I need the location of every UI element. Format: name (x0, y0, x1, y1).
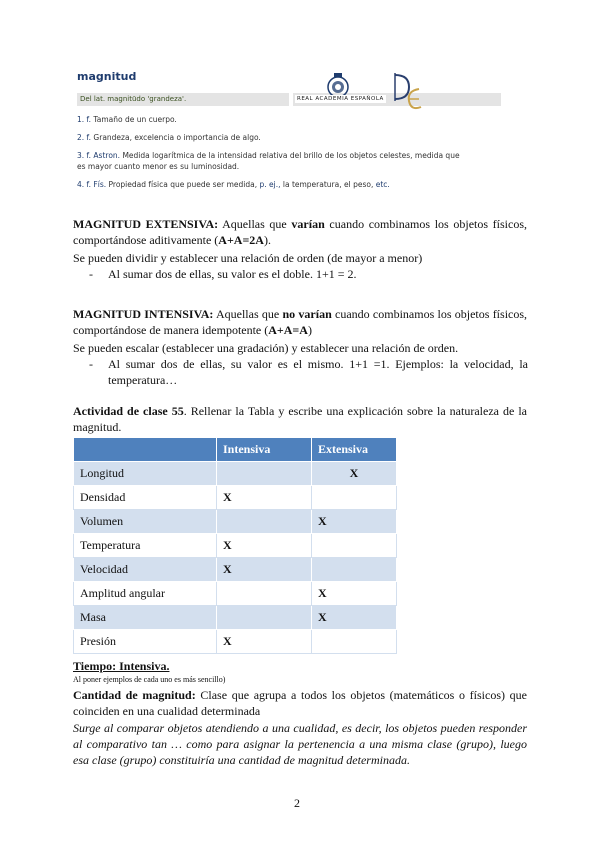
magnitude-table (73, 437, 397, 654)
intensiva-cell: X (217, 558, 312, 582)
bullet-dash: - (89, 357, 93, 371)
extensiva-order-text: Se pueden dividir y establecer una relación de orden (de mayor a menor) (73, 251, 423, 265)
extensiva-cell (312, 630, 397, 654)
definition-4: 4. f. Fís. Propiedad física que puede ser medida, p. ej., la temperatura, el peso, etc. (77, 180, 390, 189)
table-row (74, 606, 397, 630)
rae-logo-icon (389, 71, 425, 113)
bullet-dash: - (89, 267, 93, 281)
actividad-paragraph: Actividad de clase 55. Rellenar la Tabla y escribe una explicación sobre la naturaleza de la magnitud. (73, 404, 527, 434)
intensiva-cell: X (217, 534, 312, 558)
row-name: Amplitud angular (74, 582, 217, 606)
table-header-row (74, 438, 397, 462)
dictionary-headword: magnitud (77, 70, 137, 83)
definition-1: 1. f. Tamaño de un cuerpo. (77, 115, 177, 124)
row-name: Masa (74, 606, 217, 630)
extensiva-cell: X (312, 606, 397, 630)
table-row (74, 534, 397, 558)
definition-3-continued: es mayor cuanto menor es su luminosidad. (77, 162, 240, 171)
cantidad-paragraph: Cantidad de magnitud: Clase que agrupa a todos los objetos (matemáticos o físicos) que coinciden en una cualidad determinada (73, 688, 527, 718)
table-row (74, 558, 397, 582)
intensiva-cell: X (217, 486, 312, 510)
table-header-intensiva: Intensiva (217, 438, 312, 462)
definition-2: 2. f. Grandeza, excelencia o importancia de algo. (77, 133, 261, 142)
row-name: Presión (74, 630, 217, 654)
row-name: Longitud (74, 462, 217, 486)
row-name: Temperatura (74, 534, 217, 558)
intensiva-bullet: Al sumar dos de ellas, su valor es el mismo. 1+1 =1. Ejemplos: la velocidad, la temperatura… (108, 357, 528, 387)
table-header-empty (74, 438, 217, 462)
dictionary-clipping (73, 66, 503, 196)
intensiva-cell (217, 462, 312, 486)
intensiva-cell (217, 606, 312, 630)
row-name: Volumen (74, 510, 217, 534)
intensiva-cell (217, 510, 312, 534)
extensiva-cell (312, 558, 397, 582)
small-note: Al poner ejemplos de cada uno es más sencillo) (73, 675, 226, 684)
intensiva-cell (217, 582, 312, 606)
intensiva-cell: X (217, 630, 312, 654)
cantidad-italic-paragraph: Surge al comparar objetos atendiendo a una cualidad, es decir, los objetos pueden responder al comparativo tan … como para asignar la pertenencia a una misma clase (grupo), luego esa clase (grupo) constituiría una cantidad de magnitud determinada. (73, 721, 527, 767)
row-name: Densidad (74, 486, 217, 510)
table-row (74, 582, 397, 606)
dictionary-etymology: Del lat. magnitūdo 'grandeza'. (77, 93, 289, 106)
row-name: Velocidad (74, 558, 217, 582)
extensiva-cell (312, 486, 397, 510)
extensiva-cell: X (312, 582, 397, 606)
tiempo-line: Tiempo: Intensiva. (73, 659, 170, 673)
extensiva-cell (312, 534, 397, 558)
extensiva-cell: X (312, 462, 397, 486)
table-row (74, 510, 397, 534)
table-row (74, 630, 397, 654)
extensiva-cell: X (312, 510, 397, 534)
definition-3: 3. f. Astron. Medida logarítmica de la intensidad relativa del brillo de los objetos celestes, medida que (77, 151, 460, 160)
page-number: 2 (294, 796, 300, 810)
table-row (74, 486, 397, 510)
table-header-extensiva: Extensiva (312, 438, 397, 462)
intensiva-paragraph: MAGNITUD INTENSIVA: Aquellas que no varían cuando combinamos los objetos físicos, comportándose de manera idempotente (A+A=A) (73, 307, 528, 337)
rae-label: REAL ACADEMIA ESPAÑOLA (297, 96, 384, 102)
extensiva-bullet: Al sumar dos de ellas, su valor es el doble. 1+1 = 2. (108, 267, 357, 281)
intensiva-order-text: Se pueden escalar (establecer una gradación) y establecer una relación de orden. (73, 341, 459, 355)
extensiva-paragraph: MAGNITUD EXTENSIVA: Aquellas que varían cuando combinamos los objetos físicos, comportándose aditivamente (A+A=2A). (73, 217, 528, 247)
table-row (74, 462, 397, 486)
